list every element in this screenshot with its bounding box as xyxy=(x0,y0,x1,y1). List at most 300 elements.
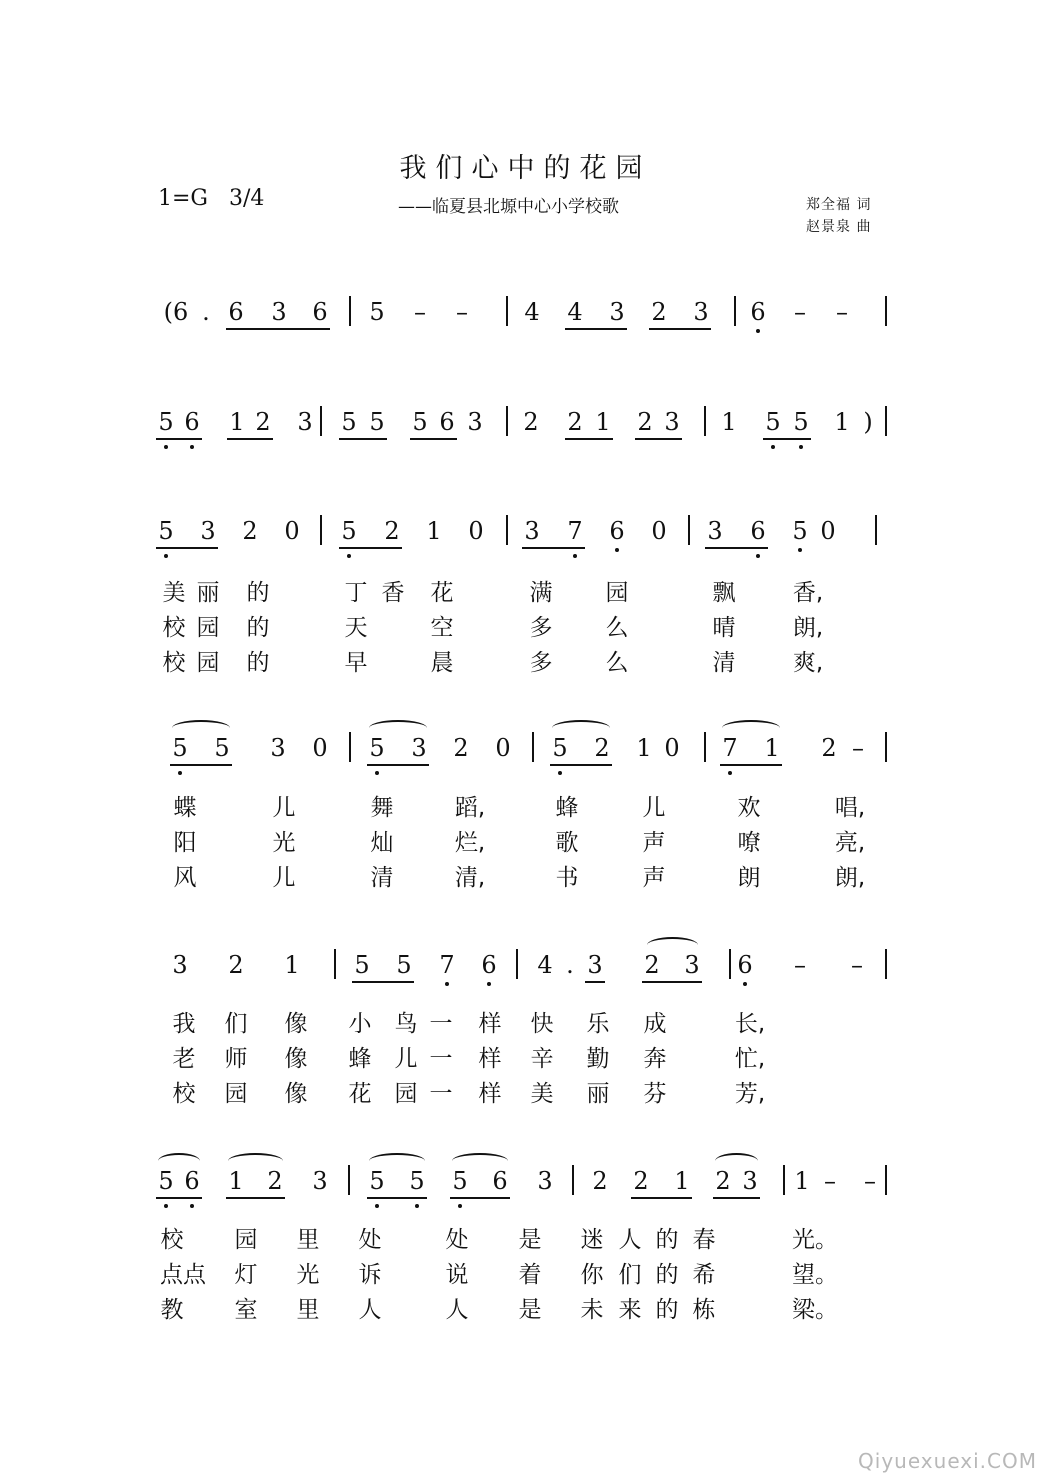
bar-line xyxy=(734,296,736,326)
page-title: 我们心中的花园 xyxy=(399,153,652,184)
octave-dot-below xyxy=(743,982,747,986)
note: – xyxy=(836,298,848,326)
beam-underline xyxy=(642,981,702,983)
octave-dot-below xyxy=(190,1204,194,1208)
bar-line xyxy=(506,515,508,545)
lyric-syllable: 书 xyxy=(555,865,579,891)
beam-underline xyxy=(720,764,782,766)
lyric-syllable: 里 xyxy=(296,1227,320,1253)
octave-dot-below xyxy=(558,771,562,775)
beam-underline xyxy=(649,328,711,330)
note: (6 xyxy=(163,298,189,326)
bar-line xyxy=(688,515,690,545)
note: 5 xyxy=(452,1167,468,1195)
lyric-syllable: 诉 xyxy=(358,1262,382,1288)
lyric-syllable: 多 xyxy=(529,615,553,641)
score-row xyxy=(0,734,1051,770)
lyricist-credit: 郑全福 词 xyxy=(806,197,872,213)
note: 3 xyxy=(684,951,700,979)
lyric-syllable: 园 xyxy=(196,615,220,641)
note: 1 xyxy=(284,951,300,979)
note: 5 xyxy=(765,408,781,436)
note: 2 xyxy=(567,408,583,436)
note: 3 xyxy=(270,734,286,762)
lyric-syllable: 么 xyxy=(605,650,629,676)
note: 0 xyxy=(664,734,680,762)
note: 2 xyxy=(715,1167,731,1195)
bar-line xyxy=(704,406,706,436)
lyric-syllable: 校 xyxy=(162,650,186,676)
lyric-syllable: 你 xyxy=(580,1262,604,1288)
bar-line xyxy=(783,1165,785,1195)
note: 6 xyxy=(184,1167,200,1195)
bar-line xyxy=(532,732,534,762)
lyric-syllable: 光 xyxy=(272,830,296,856)
lyric-syllable: 蜂 xyxy=(348,1046,372,1072)
beam-underline xyxy=(367,1197,427,1199)
score-row xyxy=(0,298,1051,334)
composer-credit: 赵景泉 曲 xyxy=(806,219,872,235)
beam-underline xyxy=(522,547,585,549)
lyric-syllable: 里 xyxy=(296,1297,320,1323)
note: 5 xyxy=(158,517,174,545)
lyric-syllable: 人 xyxy=(618,1227,642,1253)
note: 2 xyxy=(592,1167,608,1195)
note: 3 xyxy=(200,517,216,545)
note: 5 xyxy=(793,408,809,436)
note: 0 xyxy=(495,734,511,762)
beam-underline xyxy=(450,1197,510,1199)
bar-line xyxy=(729,949,731,979)
octave-dot-below xyxy=(375,771,379,775)
bar-line xyxy=(516,949,518,979)
lyric-syllable: 儿 xyxy=(272,795,296,821)
note: 0 xyxy=(284,517,300,545)
lyric-syllable: 儿 xyxy=(394,1046,418,1072)
lyric-syllable: 朗 xyxy=(737,865,761,891)
note: 1 xyxy=(721,408,737,436)
note: 3 xyxy=(524,517,540,545)
octave-dot-below xyxy=(487,982,491,986)
lyric-syllable: 春 xyxy=(692,1227,716,1253)
lyric-syllable: 的 xyxy=(246,650,270,676)
key-time-signature: 1=G 3/4 xyxy=(158,186,265,211)
bar-line xyxy=(320,406,322,436)
note: 5 xyxy=(412,408,428,436)
lyric-syllable: 园 xyxy=(196,650,220,676)
beam-underline xyxy=(156,438,202,440)
bar-line xyxy=(572,1165,574,1195)
bar-line xyxy=(885,949,887,979)
lyric-syllable: 乐 xyxy=(586,1011,610,1037)
lyric-syllable: 校 xyxy=(162,615,186,641)
lyric-syllable: 的 xyxy=(655,1227,679,1253)
octave-dot-below xyxy=(164,554,168,558)
lyric-syllable: 们 xyxy=(224,1011,248,1037)
octave-dot-below xyxy=(728,771,732,775)
lyric-syllable: 清, xyxy=(454,865,486,891)
lyric-syllable: 的 xyxy=(246,615,270,641)
octave-dot-below xyxy=(799,445,803,449)
beam-underline xyxy=(170,764,232,766)
beam-underline xyxy=(550,764,612,766)
note: 5 xyxy=(158,1167,174,1195)
note: 3 xyxy=(742,1167,758,1195)
note: 2 xyxy=(255,408,271,436)
note: 2 xyxy=(384,517,400,545)
lyric-syllable: 老 xyxy=(172,1046,196,1072)
note: 1 xyxy=(595,408,611,436)
note: 1 xyxy=(229,408,245,436)
lyric-syllable: 亮, xyxy=(834,830,866,856)
beam-underline xyxy=(565,438,613,440)
octave-dot-below xyxy=(458,1204,462,1208)
score-row xyxy=(0,408,1051,444)
note: 6 xyxy=(609,517,625,545)
note: 3 xyxy=(537,1167,553,1195)
lyric-syllable: 香, xyxy=(792,580,824,606)
bar-line xyxy=(348,1165,350,1195)
lyric-syllable: 园 xyxy=(224,1081,248,1107)
octave-dot-below xyxy=(415,1204,419,1208)
lyric-syllable: 一 xyxy=(429,1011,453,1037)
note: 7 xyxy=(567,517,583,545)
lyric-syllable: 我 xyxy=(172,1011,196,1037)
lyric-syllable: 希 xyxy=(692,1262,716,1288)
bar-line xyxy=(349,296,351,326)
lyric-syllable: 梁。 xyxy=(792,1297,838,1323)
lyric-syllable: 一 xyxy=(429,1081,453,1107)
lyric-syllable: 儿 xyxy=(642,795,666,821)
note: 3 xyxy=(312,1167,328,1195)
lyric-syllable: 清 xyxy=(712,650,736,676)
lyric-syllable: 样 xyxy=(478,1081,502,1107)
note: 5 xyxy=(214,734,230,762)
beam-underline xyxy=(226,328,330,330)
lyric-syllable: 辛 xyxy=(530,1046,554,1072)
lyric-syllable: 人 xyxy=(445,1297,469,1323)
note: 6 xyxy=(184,408,200,436)
note: 2 xyxy=(821,734,837,762)
lyric-syllable: 丽 xyxy=(196,580,220,606)
note: 1 xyxy=(834,408,850,436)
note: 5 xyxy=(341,517,357,545)
lyric-syllable: 像 xyxy=(284,1011,308,1037)
lyric-syllable: 校 xyxy=(160,1227,184,1253)
note: 5 xyxy=(172,734,188,762)
lyric-syllable: 蹈, xyxy=(454,795,486,821)
lyric-syllable: 唱, xyxy=(834,795,866,821)
lyric-syllable: 室 xyxy=(234,1297,258,1323)
lyric-syllable: 芬 xyxy=(643,1081,667,1107)
lyric-syllable: 奔 xyxy=(643,1046,667,1072)
lyric-syllable: 人 xyxy=(358,1297,382,1323)
note: 1 xyxy=(426,517,442,545)
note: 6 xyxy=(750,517,766,545)
note: – xyxy=(794,298,806,326)
note: 3 xyxy=(587,951,603,979)
score-row xyxy=(0,1167,1051,1203)
lyric-syllable: 美 xyxy=(162,580,186,606)
lyric-syllable: 鸟 xyxy=(394,1011,418,1037)
lyric-syllable: 园 xyxy=(605,580,629,606)
note: 0 xyxy=(312,734,328,762)
watermark: Qiyuexuexi.COM xyxy=(858,1449,1037,1473)
lyric-syllable: 成 xyxy=(643,1011,667,1037)
lyric-syllable: 朗, xyxy=(792,615,824,641)
lyric-syllable: 的 xyxy=(246,580,270,606)
note: 5 xyxy=(158,408,174,436)
note: 5 xyxy=(341,408,357,436)
lyric-syllable: 蜂 xyxy=(555,795,579,821)
note: 1 xyxy=(764,734,780,762)
lyric-syllable: 师 xyxy=(224,1046,248,1072)
note: 4 xyxy=(537,951,553,979)
lyric-syllable: 勤 xyxy=(586,1046,610,1072)
note: 3 xyxy=(297,408,313,436)
note: – xyxy=(824,1167,836,1195)
beam-underline xyxy=(156,1197,202,1199)
score-row xyxy=(0,517,1051,553)
note: 1 xyxy=(636,734,652,762)
note: 1 xyxy=(674,1167,690,1195)
lyric-syllable: 点点 xyxy=(160,1262,206,1288)
bar-line xyxy=(349,732,351,762)
note: – xyxy=(864,1167,876,1195)
bar-line xyxy=(334,949,336,979)
note: 5 xyxy=(409,1167,425,1195)
note: 5 xyxy=(396,951,412,979)
octave-dot-below xyxy=(164,445,168,449)
lyric-syllable: 着 xyxy=(518,1262,542,1288)
lyric-syllable: 飘 xyxy=(712,580,736,606)
beam-underline xyxy=(565,328,627,330)
beam-underline xyxy=(713,1197,760,1199)
lyric-syllable: 教 xyxy=(160,1297,184,1323)
note: 2 xyxy=(633,1167,649,1195)
note: – xyxy=(851,951,863,979)
lyric-syllable: 的 xyxy=(655,1297,679,1323)
bar-line xyxy=(885,732,887,762)
beam-underline xyxy=(635,438,682,440)
lyric-syllable: 处 xyxy=(445,1227,469,1253)
note: . xyxy=(566,951,574,979)
lyric-syllable: 忙, xyxy=(734,1046,766,1072)
note: – xyxy=(852,734,864,762)
note: 4 xyxy=(567,298,583,326)
octave-dot-below xyxy=(190,445,194,449)
score-row xyxy=(0,951,1051,987)
note: 3 xyxy=(664,408,680,436)
lyric-syllable: 多 xyxy=(529,650,553,676)
lyric-syllable: 丽 xyxy=(586,1081,610,1107)
bar-line xyxy=(320,515,322,545)
octave-dot-below xyxy=(756,554,760,558)
note: – xyxy=(414,298,426,326)
note: 2 xyxy=(637,408,653,436)
note: 2 xyxy=(453,734,469,762)
note: 2 xyxy=(644,951,660,979)
note: 5 xyxy=(369,298,385,326)
lyric-syllable: 是 xyxy=(518,1227,542,1253)
bar-line xyxy=(885,1165,887,1195)
bar-line xyxy=(885,296,887,326)
lyric-syllable: 是 xyxy=(518,1297,542,1323)
lyric-syllable: 长, xyxy=(734,1011,766,1037)
beam-underline xyxy=(410,438,457,440)
note: 7 xyxy=(439,951,455,979)
beam-underline xyxy=(156,547,218,549)
lyric-syllable: 满 xyxy=(529,580,553,606)
lyric-syllable: 空 xyxy=(430,615,454,641)
lyric-syllable: 声 xyxy=(642,830,666,856)
note: 5 xyxy=(792,517,808,545)
lyric-syllable: 园 xyxy=(234,1227,258,1253)
note: 2 xyxy=(594,734,610,762)
note: 4 xyxy=(524,298,540,326)
lyric-syllable: 丁 xyxy=(344,580,368,606)
bar-line xyxy=(875,515,877,545)
note: 6 xyxy=(481,951,497,979)
lyric-syllable: 清 xyxy=(370,865,394,891)
lyric-syllable: 小 xyxy=(348,1011,372,1037)
note: ) xyxy=(863,408,873,436)
note: 7 xyxy=(722,734,738,762)
lyric-syllable: 校 xyxy=(172,1081,196,1107)
lyric-syllable: 芳, xyxy=(734,1081,766,1107)
note: 2 xyxy=(523,408,539,436)
lyric-syllable: 光 xyxy=(296,1262,320,1288)
beam-underline xyxy=(339,438,387,440)
lyric-syllable: 朗, xyxy=(834,865,866,891)
lyric-syllable: 一 xyxy=(429,1046,453,1072)
note: 0 xyxy=(468,517,484,545)
note: 5 xyxy=(369,734,385,762)
lyric-syllable: 儿 xyxy=(272,865,296,891)
lyric-syllable: 歌 xyxy=(555,830,579,856)
beam-underline xyxy=(631,1197,692,1199)
lyric-syllable: 的 xyxy=(655,1262,679,1288)
lyric-syllable: 迷 xyxy=(580,1227,604,1253)
subtitle: ——临夏县北塬中心小学校歌 xyxy=(398,197,619,217)
lyric-syllable: 声 xyxy=(642,865,666,891)
beam-underline xyxy=(226,1197,285,1199)
lyric-syllable: 早 xyxy=(344,650,368,676)
note: 1 xyxy=(228,1167,244,1195)
note: – xyxy=(456,298,468,326)
lyric-syllable: 望。 xyxy=(792,1262,838,1288)
lyric-syllable: 嘹 xyxy=(737,830,761,856)
octave-dot-below xyxy=(756,329,760,333)
lyric-syllable: 未 xyxy=(580,1297,604,1323)
bar-line xyxy=(506,406,508,436)
lyric-syllable: 风 xyxy=(173,865,197,891)
lyric-syllable: 们 xyxy=(618,1262,642,1288)
lyric-syllable: 晴 xyxy=(712,615,736,641)
lyric-syllable: 样 xyxy=(478,1046,502,1072)
note: 5 xyxy=(369,1167,385,1195)
lyric-syllable: 栋 xyxy=(692,1297,716,1323)
beam-underline xyxy=(763,438,811,440)
lyric-syllable: 像 xyxy=(284,1046,308,1072)
note: 6 xyxy=(737,951,753,979)
lyric-syllable: 香 xyxy=(381,580,405,606)
note: 3 xyxy=(172,951,188,979)
beam-underline xyxy=(585,981,605,983)
lyric-syllable: 说 xyxy=(445,1262,469,1288)
note: . xyxy=(202,298,210,326)
note: 1 xyxy=(794,1167,810,1195)
lyric-syllable: 园 xyxy=(394,1081,418,1107)
lyric-syllable: 爽, xyxy=(792,650,824,676)
octave-dot-below xyxy=(615,548,619,552)
note: 5 xyxy=(552,734,568,762)
note: 3 xyxy=(693,298,709,326)
lyric-syllable: 欢 xyxy=(737,795,761,821)
lyric-syllable: 像 xyxy=(284,1081,308,1107)
bar-line xyxy=(506,296,508,326)
bar-line xyxy=(885,406,887,436)
lyric-syllable: 晨 xyxy=(430,650,454,676)
lyric-syllable: 阳 xyxy=(173,830,197,856)
lyric-syllable: 蝶 xyxy=(173,795,197,821)
note: – xyxy=(794,951,806,979)
note: 3 xyxy=(411,734,427,762)
beam-underline xyxy=(367,764,429,766)
beam-underline xyxy=(352,981,414,983)
octave-dot-below xyxy=(375,1204,379,1208)
lyric-syllable: 灿 xyxy=(370,830,394,856)
note: 6 xyxy=(228,298,244,326)
octave-dot-below xyxy=(178,771,182,775)
note: 3 xyxy=(707,517,723,545)
note: 5 xyxy=(369,408,385,436)
lyric-syllable: 烂, xyxy=(454,830,486,856)
lyric-syllable: 舞 xyxy=(370,795,394,821)
lyric-syllable: 灯 xyxy=(234,1262,258,1288)
octave-dot-below xyxy=(164,1204,168,1208)
note: 0 xyxy=(820,517,836,545)
note: 5 xyxy=(354,951,370,979)
octave-dot-below xyxy=(798,548,802,552)
note: 2 xyxy=(267,1167,283,1195)
lyric-syllable: 来 xyxy=(618,1297,642,1323)
lyric-syllable: 花 xyxy=(430,580,454,606)
note: 6 xyxy=(439,408,455,436)
octave-dot-below xyxy=(573,554,577,558)
note: 0 xyxy=(651,517,667,545)
lyric-syllable: 处 xyxy=(358,1227,382,1253)
lyric-syllable: 花 xyxy=(348,1081,372,1107)
lyric-syllable: 样 xyxy=(478,1011,502,1037)
note: 3 xyxy=(467,408,483,436)
octave-dot-below xyxy=(347,554,351,558)
octave-dot-below xyxy=(771,445,775,449)
note: 2 xyxy=(651,298,667,326)
lyric-syllable: 光。 xyxy=(792,1227,838,1253)
note: 3 xyxy=(609,298,625,326)
lyric-syllable: 天 xyxy=(344,615,368,641)
lyric-syllable: 快 xyxy=(530,1011,554,1037)
lyric-syllable: 美 xyxy=(530,1081,554,1107)
beam-underline xyxy=(705,547,768,549)
beam-underline xyxy=(339,547,402,549)
bar-line xyxy=(704,732,706,762)
lyric-syllable: 么 xyxy=(605,615,629,641)
note: 6 xyxy=(312,298,328,326)
note: 3 xyxy=(271,298,287,326)
note: 6 xyxy=(492,1167,508,1195)
